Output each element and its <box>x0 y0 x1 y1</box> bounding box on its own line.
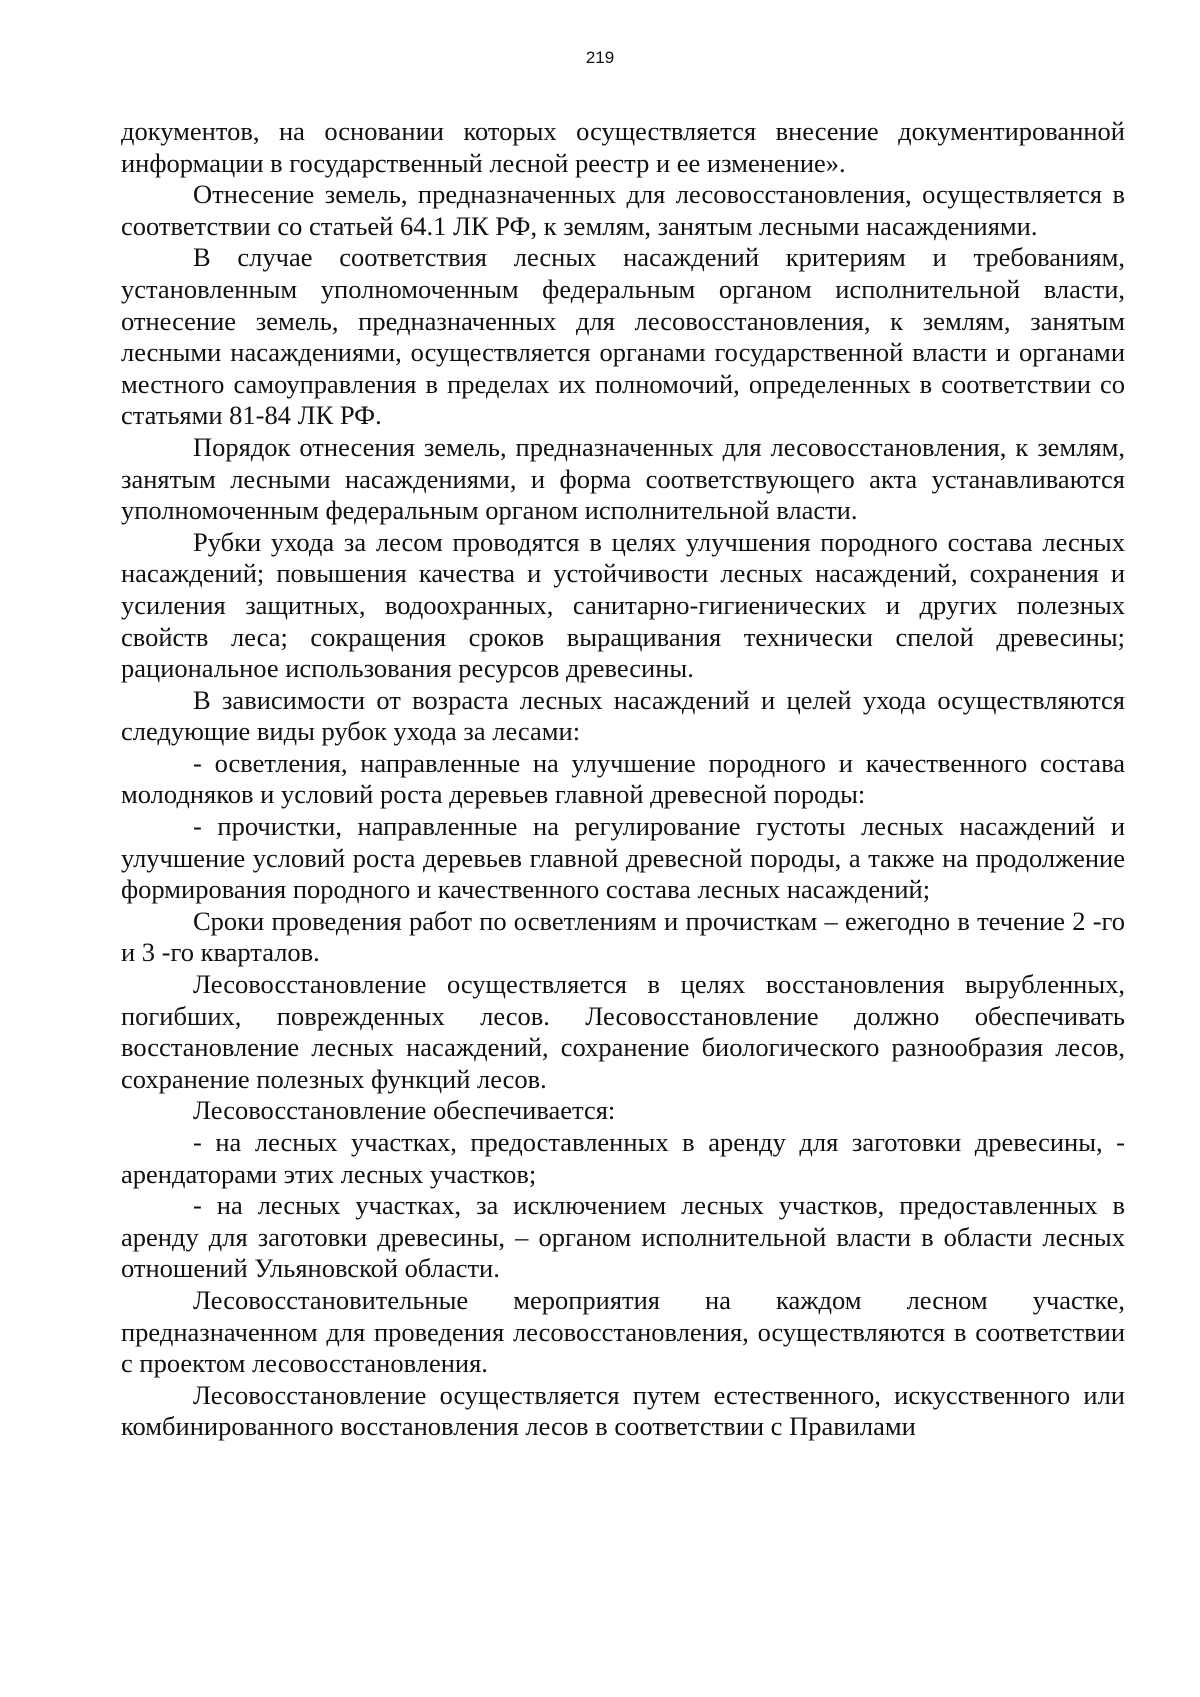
paragraph-classification-procedure: Порядок отнесения земель, предназначенных для лесовосстановления, к землям, занятым лесными насаждениями, и форма соответствующего акта устанавливаются уполномоченным федеральным органом исполнительной власти. <box>121 431 1125 526</box>
list-item-cleaning: - прочистки, направленные на регулирование густоты лесных насаждений и улучшение условий роста деревьев главной древесной породы, а также на продолжение формирования породного и качественного состава лесных насаждений; <box>121 811 1125 905</box>
paragraph-reforestation-methods: Лесовосстановление осуществляется путем естественного, искусственного или комбинированного восстановления лесов в соответствии с Правилами <box>121 1379 1125 1442</box>
list-item-leased-plots: - на лесных участках, предоставленных в аренду для заготовки древесины, - арендаторами этих лесных участков; <box>121 1127 1125 1189</box>
list-item-other-plots: - на лесных участках, за исключением лесных участков, предоставленных в аренду для заготовки древесины, – органом исполнительной власти в области лесных отношений Ульяновской области. <box>121 1190 1125 1284</box>
paragraph-criteria-compliance: В случае соответствия лесных насаждений критериям и требованиям, установленным уполномоченным федеральным органом исполнительной власти, отнесение земель, предназначенных для лесовосстановления, к землям, занятым лесными насаждениями, осуществляется органами государственной власти и органами местного самоуправления в пределах их полномочий, определенных в соответствии со статьями 81-84 ЛК РФ. <box>121 242 1125 431</box>
paragraph-reforestation-purpose: Лесовосстановление осуществляется в целях восстановления вырубленных, погибших, поврежденных лесов. Лесовосстановление должно обеспечивать восстановление лесных насаждений, сохранение биологического разнообразия лесов, сохранение полезных функций лесов. <box>121 969 1125 1094</box>
paragraph-work-schedule: Сроки проведения работ по осветлениям и прочисткам – ежегодно в течение 2 -го и 3 -го кварталов. <box>121 905 1125 968</box>
paragraph-continuation: документов, на основании которых осуществляется внесение документированной информации в государственный лесной реестр и ее изменение». <box>121 116 1125 178</box>
list-item-lightening: - осветления, направленные на улучшение породного и качественного состава молодняков и условий роста деревьев главной древесной породы: <box>121 747 1125 810</box>
paragraph-thinning-purpose: Рубки ухода за лесом проводятся в целях улучшения породного состава лесных насаждений; повышения качества и устойчивости лесных насаждений, сохранения и усиления защитных, водоохранных, санитарно-гигиенических и других полезных свойств леса; сокращения сроков выращивания технически спелой древесины; рациональное использования ресурсов древесины. <box>121 526 1125 684</box>
paragraph-reforestation-provided: Лесовосстановление обеспечивается: <box>193 1095 616 1126</box>
paragraph-reforestation-measures: Лесовосстановительные мероприятия на каждом лесном участке, предназначенном для проведения лесовосстановления, осуществляются в соответствии с проектом лесовосстановления. <box>121 1284 1125 1379</box>
page-number: 219 <box>585 48 615 67</box>
document-body <box>121 116 1125 1443</box>
paragraph-thinning-types: В зависимости от возраста лесных насаждений и целей ухода осуществляются следующие виды рубок ухода за лесами: <box>121 684 1125 747</box>
paragraph-land-classification: Отнесение земель, предназначенных для лесовосстановления, осуществляется в соответствии со статьей 64.1 ЛК РФ, к землям, занятым лесными насаждениями. <box>121 179 1125 241</box>
